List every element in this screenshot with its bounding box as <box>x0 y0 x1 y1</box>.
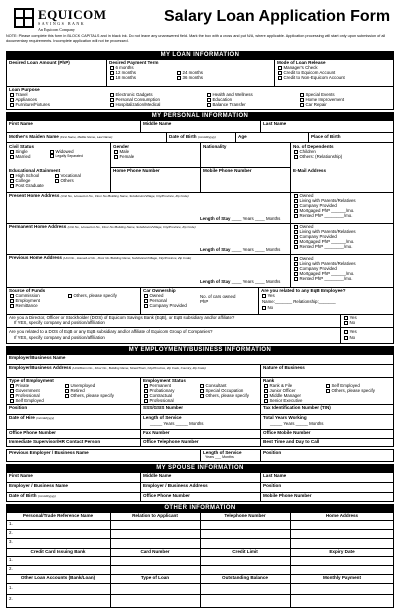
type-others[interactable]: Others, please specify <box>65 393 114 398</box>
checkbox-icon <box>10 399 14 403</box>
middle-name-label: Middle Name <box>143 121 172 126</box>
checkbox-icon <box>144 304 148 308</box>
present-parents[interactable]: Living with Parents/Relatives <box>294 198 356 203</box>
funds-remittance[interactable]: Remittance <box>10 303 38 308</box>
purpose-appliances[interactable]: Appliances <box>10 97 37 102</box>
checkbox-icon <box>294 155 298 159</box>
dos-no[interactable]: No <box>344 320 355 325</box>
office-tel-label: Office Telephone Number <box>143 439 199 444</box>
status-contractual[interactable]: Contractual <box>144 393 172 398</box>
purpose-consumption[interactable]: Personal Consumption <box>110 97 160 102</box>
employer-address-label: Employer/Business Address (Unit/Room No., Floor No., Building Name, Street/Town, City/Province, Zip Code, Country, Zip Code) <box>9 365 206 370</box>
service-length-units: _____ Years _____ Months <box>150 421 204 426</box>
checkbox-icon <box>262 294 266 298</box>
position-label: Position <box>9 405 28 410</box>
total-years-label: Total Years Working <box>263 415 307 420</box>
logo-name: EQUICOM <box>38 7 107 22</box>
prev-service-label: Length of Service <box>203 450 242 455</box>
related-name-field: Name:_______ Relationship:_______ <box>262 299 336 304</box>
checkbox-icon <box>262 306 266 310</box>
ref-header-phone: Telephone Number <box>224 513 266 518</box>
type-government[interactable]: Government <box>10 388 40 393</box>
present-rented[interactable]: Rented PhP ________/mo. <box>294 213 352 218</box>
checkbox-icon <box>278 76 282 80</box>
spouse-last-name-label: Last Name <box>263 473 287 478</box>
permanent-rented[interactable]: Rented PhP ________/mo. <box>294 244 352 249</box>
previous-address-label: Previous Home Address (Unit No., House/Lot No., Floor No./Building Name, Subdivision/Village, City/Province, Zip Code) <box>9 255 192 260</box>
checkbox-icon <box>114 155 118 159</box>
checkbox-icon <box>200 394 204 398</box>
employer-label: Employer/Business Name <box>9 355 66 360</box>
checkbox-icon <box>344 330 348 334</box>
loan-info-box <box>6 59 394 110</box>
form-title: Salary Loan Application Form <box>164 8 391 25</box>
loan-header-balance: Outstanding Balance <box>222 575 268 580</box>
checkbox-icon <box>344 336 348 340</box>
logo-tagline: SAVINGS BANK <box>38 21 86 26</box>
permanent-address-label: Permanent Home Address (Unit No., House/Lot No., Floor No./Building Name, Subdivision/Village, City/Province, Zip Code) <box>9 224 196 229</box>
cc-header-expiry: Expiry Date <box>329 549 355 554</box>
related-no[interactable]: No <box>262 305 273 310</box>
desired-term-label: Desired Payment Term <box>109 60 159 65</box>
equicom-logo-icon <box>14 8 34 28</box>
loan-header-type: Type of Loan <box>140 575 170 580</box>
checkbox-icon <box>177 76 181 80</box>
prev-position-label: Position <box>263 450 282 455</box>
car-php-label: PhP <box>200 299 209 304</box>
cc-row-1: 1. <box>9 557 13 562</box>
funds-employment[interactable]: Employment <box>10 298 40 303</box>
checkbox-icon <box>10 184 14 188</box>
ref-row-2: 2. <box>9 530 13 535</box>
total-years-units: _____ Years _____ Months <box>270 421 324 426</box>
checkbox-icon <box>10 304 14 308</box>
checkbox-icon <box>264 399 268 403</box>
status-probationary[interactable]: Probationary <box>144 388 174 393</box>
dos-yes[interactable]: Yes <box>344 315 357 320</box>
rank-junior[interactable]: Junior Officer <box>264 388 296 393</box>
loan-row-1: 1. <box>9 585 13 590</box>
education-label: Educational Attainment <box>9 168 61 173</box>
civil-widowed[interactable]: Widowed <box>50 149 74 154</box>
status-others[interactable]: Others, please specify <box>200 393 249 398</box>
office-phone-label: Office Phone Number <box>9 430 56 435</box>
nature-business-label: Nature of Business <box>263 365 305 370</box>
checkbox-icon <box>326 389 330 393</box>
purpose-home-improvement[interactable]: Home Improvement <box>300 97 344 102</box>
checkbox-icon <box>294 214 298 218</box>
term-18[interactable]: 18 months <box>110 75 136 80</box>
checkbox-icon <box>110 76 114 80</box>
loan-header-monthly: Monthly Payment <box>322 575 362 580</box>
desired-amount-label: Desired Loan Amount (PhP) <box>9 60 70 65</box>
status-consultant[interactable]: Consultant <box>200 383 227 388</box>
tin-label: Tax Identification Number (TIN) <box>263 405 331 410</box>
checkbox-icon <box>68 294 72 298</box>
cc-header-limit: Credit Limit <box>232 549 258 554</box>
supervisor-label: Immediate Supervisor/HR Contact Person <box>9 439 101 444</box>
pob-label: Place of Birth <box>311 134 341 139</box>
ref-row-3: 3. <box>9 539 13 544</box>
spouse-office-phone-label: Office Phone Number <box>143 493 190 498</box>
dos-related-question: Are you related to a DOS of EqB or any EqB subsidiary and/or affiliate of Equicom Group of Companies? <box>9 329 213 334</box>
checkbox-icon <box>300 103 304 107</box>
sss-label: SSS/GSIS Number <box>143 405 184 410</box>
cc-row-2: 2. <box>9 566 13 571</box>
rank-others[interactable]: Others, please specify <box>326 388 375 393</box>
term-36[interactable]: 36 months <box>177 75 203 80</box>
status-professional[interactable]: Professional <box>144 398 174 403</box>
gender-male[interactable]: Male <box>114 149 129 154</box>
email-label: E-Mail Address <box>293 168 327 173</box>
spouse-address-label: Employer / Business Address <box>143 483 208 488</box>
term-24[interactable]: 24 months <box>177 70 203 75</box>
dos-related-no[interactable]: No <box>344 335 355 340</box>
release-managers-check[interactable]: Manager's Check <box>278 65 318 70</box>
mothers-maiden-label: Mother's Maiden Name (First Name, Middle Name, Last Name) <box>9 134 113 139</box>
release-equicom-account[interactable]: Credit to Equicom Account <box>278 70 335 75</box>
present-stay: Length of Stay ____ Years ____ Months <box>200 216 281 221</box>
edu-vocational[interactable]: Vocational <box>55 173 81 178</box>
rank-self-employed[interactable]: Self Employed <box>326 383 360 388</box>
prev-service-units: Years ___ Months <box>205 455 234 459</box>
edu-high-school[interactable]: High School <box>10 173 39 178</box>
present-owned[interactable]: Owned <box>294 193 313 198</box>
gender-label: Gender <box>113 144 130 149</box>
civil-separated[interactable]: Legally Separated <box>50 154 83 159</box>
mobile-label: Mobile Phone Number <box>203 168 252 173</box>
dos-question: Are you a Director, Officer or Stockholder (DOS) of Equicom Savings Bank (EqB), or EqB subsidiary and/or affiliate? <box>9 315 235 320</box>
ref-row-1: 1. <box>9 521 13 526</box>
ref-header-name: Personal/Trade Reference Name <box>22 513 94 518</box>
purpose-balance-transfer[interactable]: Balance Transfer <box>207 102 246 107</box>
permanent-stay: Length of Stay ____ Years ____ Months <box>200 247 281 252</box>
civil-single[interactable]: Single <box>10 149 28 154</box>
employment-status-label: Employment Status <box>143 378 186 383</box>
loan-purpose-label: Loan Purpose <box>9 87 40 92</box>
last-name-label: Last Name <box>263 121 287 126</box>
previous-stay: Length of Stay ____ Years ____ Months <box>200 279 281 284</box>
car-company[interactable]: Company Provided <box>144 303 187 308</box>
edu-others[interactable]: Others <box>55 178 74 183</box>
home-phone-label: Home Phone Number <box>113 168 160 173</box>
age-label: Age <box>238 134 247 139</box>
permanent-company[interactable]: Company Provided <box>294 234 337 239</box>
checkbox-icon <box>55 179 59 183</box>
section-employment-info: MY EMPLOYMENT/BUSINESS INFORMATION <box>6 346 394 354</box>
loan-row-2: 2. <box>9 596 13 601</box>
section-spouse-info: MY SPOUSE INFORMATION <box>6 464 394 472</box>
best-time-label: Best Time and Day to Call <box>263 439 320 444</box>
spouse-dob-label: Date of Birth (mm/dd/yyyy) <box>9 493 56 498</box>
ref-header-relation: Relation to Applicant <box>132 513 178 518</box>
spouse-first-name-label: First Name <box>9 473 33 478</box>
cc-header-number: Card Number <box>140 549 170 554</box>
car-owned[interactable]: Owned <box>144 293 163 298</box>
purpose-education[interactable]: Education <box>207 97 232 102</box>
dependents-children[interactable]: Children <box>294 149 316 154</box>
type-unemployed[interactable]: Unemployed <box>65 383 95 388</box>
rank-label: Rank <box>263 378 275 383</box>
previous-owned[interactable]: Owned <box>294 256 313 261</box>
release-non-equicom-account[interactable]: Credit to Non-Equicom Account <box>278 75 345 80</box>
related-employee-label: Are you related to any EqB Employee? <box>261 288 346 293</box>
term-12[interactable]: 12 months <box>110 70 136 75</box>
funds-others[interactable]: Others, please specify <box>68 293 117 298</box>
rank-file[interactable]: Rank & File <box>264 383 292 388</box>
rank-senior[interactable]: Senior Executive <box>264 398 302 403</box>
cc-header-bank: Credit Card Issuing Bank <box>30 549 86 554</box>
release-mode-label: Mode of Loan Release <box>277 60 326 65</box>
checkbox-icon <box>10 103 14 107</box>
dependents-label: No. of Dependents <box>293 144 334 149</box>
source-funds-label: Source of Funds <box>9 288 46 293</box>
dos-related-if-yes: If YES, specify company and position/affiliation <box>14 335 105 340</box>
previous-mortgaged[interactable]: Mortgaged PhP ______/mo. <box>294 271 354 276</box>
loan-header-bank: Other Loan Accounts (Bank/Loan) <box>20 575 96 580</box>
section-other-info: OTHER INFORMATION <box>6 504 394 512</box>
hire-date-label: Date of Hire (mm/dd/yyyy) <box>9 415 55 420</box>
present-address-label: Present Home Address (Unit No., House/Lot No., Floor No./Building Name, Subdivision/Village, City/Province, Zip Code) <box>9 193 189 198</box>
permanent-owned[interactable]: Owned <box>294 224 313 229</box>
office-mobile-label: Office Mobile Number <box>263 430 311 435</box>
checkbox-icon <box>50 154 54 158</box>
dependents-others[interactable]: Others: (Relationship) <box>294 154 342 159</box>
checkbox-icon <box>144 399 148 403</box>
previous-employer-label: Previous Employer / Business Name <box>9 450 89 455</box>
car-ownership-label: Car Ownership <box>143 288 176 293</box>
spouse-employer-label: Employer / Business Name <box>9 483 68 488</box>
previous-company[interactable]: Company Provided <box>294 266 337 271</box>
purpose-medical[interactable]: Hospitalization/Medical <box>110 102 160 107</box>
permanent-parents[interactable]: Living with Parents/Relatives <box>294 229 356 234</box>
checkbox-icon <box>294 245 298 249</box>
funds-commission[interactable]: Commission <box>10 293 40 298</box>
dos-if-yes: If YES, specify company and position/affiliation <box>14 320 105 325</box>
previous-parents[interactable]: Living with Parents/Relatives <box>294 261 356 266</box>
type-self-employed[interactable]: Self Employed <box>10 398 44 403</box>
present-mortgaged[interactable]: Mortgaged PhP ______/mo. <box>294 208 354 213</box>
first-name-label: First Name <box>9 121 33 126</box>
checkbox-icon <box>294 277 298 281</box>
spouse-position-label: Position <box>263 483 282 488</box>
civil-married[interactable]: Married <box>10 154 30 159</box>
purpose-gadgets[interactable]: Electronic Gadgets <box>110 92 153 97</box>
section-loan-info: MY LOAN INFORMATION <box>6 51 394 59</box>
checkbox-icon <box>65 394 69 398</box>
purpose-events[interactable]: Special Events <box>300 92 335 97</box>
spouse-mobile-label: Mobile Phone Number <box>263 493 312 498</box>
checkbox-icon <box>207 103 211 107</box>
type-private[interactable]: Private <box>10 383 29 388</box>
permanent-mortgaged[interactable]: Mortgaged PhP ______/mo. <box>294 239 354 244</box>
present-company[interactable]: Company Provided <box>294 203 337 208</box>
purpose-travel[interactable]: Travel <box>10 92 28 97</box>
type-professional[interactable]: Professional <box>10 393 40 398</box>
purpose-furniture[interactable]: Furniture/Fixtures <box>10 102 50 107</box>
related-yes[interactable]: Yes <box>262 293 275 298</box>
purpose-health[interactable]: Health and Wellness <box>207 92 253 97</box>
service-length-label: Length of Service <box>143 415 182 420</box>
status-permanent[interactable]: Permanent <box>144 383 171 388</box>
logo-company: An Equicom Company <box>38 27 75 32</box>
car-personal[interactable]: Personal <box>144 298 167 303</box>
previous-rented[interactable]: Rented PhP ________/mo. <box>294 276 352 281</box>
edu-college[interactable]: College <box>10 178 30 183</box>
gender-female[interactable]: Female <box>114 154 134 159</box>
term-6[interactable]: 6 months <box>110 65 134 70</box>
dob-label: Date of Birth (mm/dd/yyyy) <box>169 134 216 139</box>
type-employment-label: Type of Employment <box>9 378 54 383</box>
rank-middle[interactable]: Middle Manager <box>264 393 301 398</box>
checkbox-icon <box>10 155 14 159</box>
cars-owned-label: No. of cars owned <box>200 294 236 299</box>
fax-label: Fax Number <box>143 430 170 435</box>
form-note: NOTE: Please complete this form in BLOCK CAPITALS and in black ink. Do not leave any unanswered field. Mark the box with a cross and put N/A, where applicable. Application processing will start only upon submission of all documentary requirements. Incomplete application will not be processed. <box>6 34 386 43</box>
spouse-middle-name-label: Middle Name <box>143 473 172 478</box>
nationality-label: Nationality <box>203 144 227 149</box>
checkbox-icon <box>344 321 348 325</box>
status-special[interactable]: Special Occupation <box>200 388 243 393</box>
section-personal-info: MY PERSONAL INFORMATION <box>6 112 394 120</box>
edu-post-grad[interactable]: Post Graduate <box>10 183 44 188</box>
ref-header-address: Home Address <box>325 513 359 518</box>
checkbox-icon <box>110 103 114 107</box>
dos-related-yes[interactable]: Yes <box>344 329 357 334</box>
civil-status-label: Civil Status <box>9 144 35 149</box>
type-retired[interactable]: Retired <box>65 388 85 393</box>
purpose-car-repair[interactable]: Car Repair <box>300 102 327 107</box>
